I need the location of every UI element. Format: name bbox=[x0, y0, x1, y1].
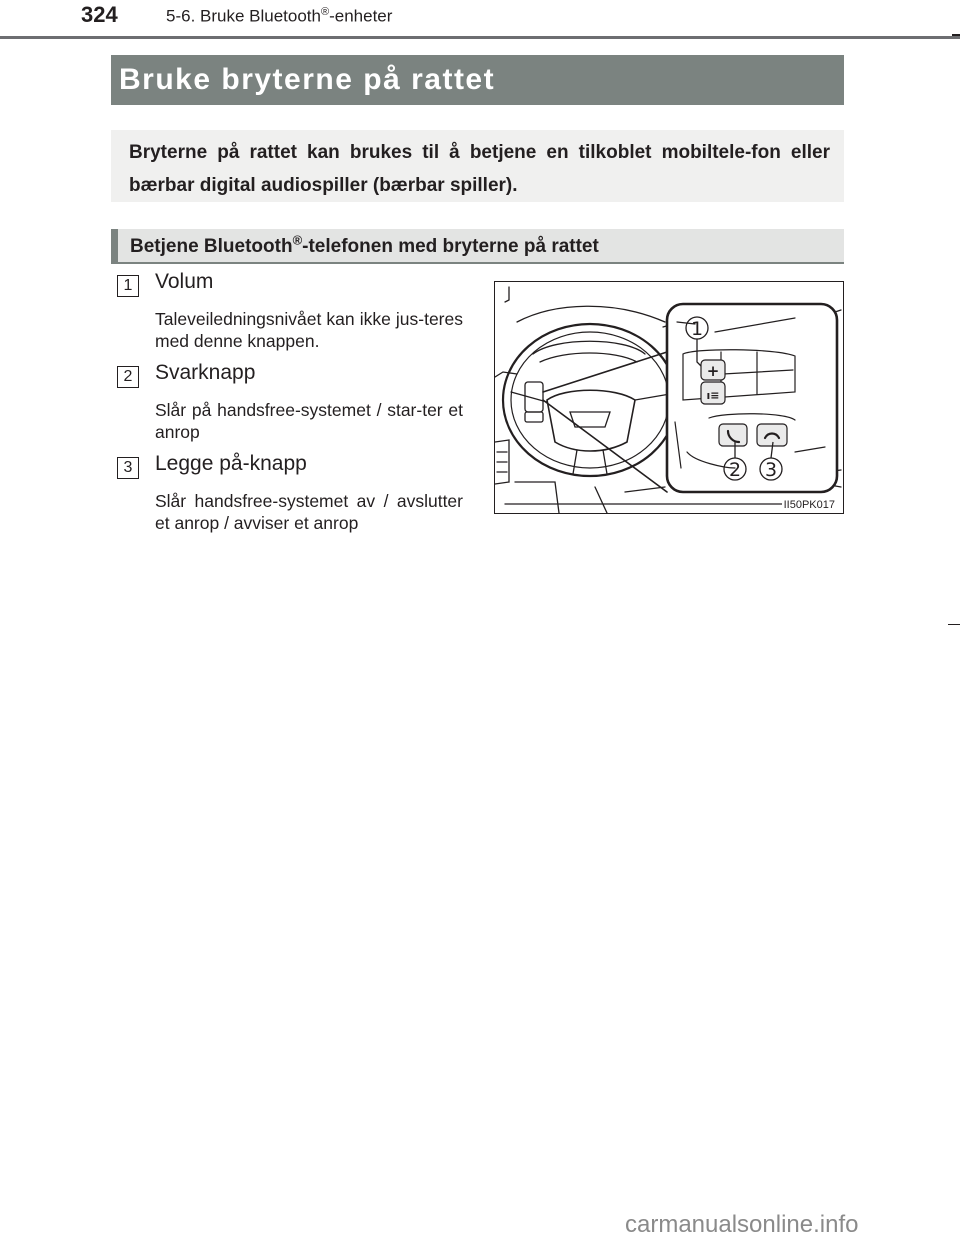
figure-code: II50PK017 bbox=[783, 499, 835, 511]
steering-wheel-drawing bbox=[495, 282, 843, 513]
page-title: Bruke bryterne på rattet bbox=[111, 55, 844, 105]
callout-number-1: 1 bbox=[690, 318, 704, 340]
watermark: carmanualsonline.info bbox=[625, 1211, 859, 1238]
item-label: Svarknapp bbox=[155, 361, 256, 384]
plus-icon: + bbox=[706, 362, 720, 380]
item-number-badge: 2 bbox=[117, 366, 139, 388]
running-head bbox=[166, 6, 392, 27]
item-label: Legge på-knapp bbox=[155, 452, 307, 475]
intro-box: Bryterne på rattet kan brukes til å betjene en tilkoblet mobiltele-fon eller bærbar digital audiospiller (bærbar spiller). bbox=[111, 130, 844, 202]
edge-mark bbox=[952, 34, 960, 36]
callout-number-3: 3 bbox=[764, 459, 778, 481]
item-description: Slår handsfree-systemet av / avslutter et anrop / avviser et anrop bbox=[155, 491, 463, 533]
voice-icon: ı≡ bbox=[706, 389, 720, 402]
edge-mark bbox=[948, 624, 960, 625]
header-rule bbox=[0, 36, 960, 39]
item-number-badge: 1 bbox=[117, 275, 139, 297]
item-description: Slår på handsfree-systemet / star-ter et anrop bbox=[155, 400, 463, 442]
running-head-text: 5-6. Bruke Bluetooth bbox=[166, 6, 321, 26]
section-title-prefix: Betjene Bluetooth bbox=[130, 236, 293, 257]
steering-wheel-illustration bbox=[494, 281, 844, 514]
section-heading bbox=[111, 229, 844, 264]
registered-mark: ® bbox=[320, 6, 330, 18]
page-number: 324 bbox=[81, 2, 118, 27]
item-description: Taleveiledningsnivået kan ikke jus-teres med denne knappen. bbox=[155, 309, 463, 351]
item-label: Volum bbox=[155, 270, 214, 293]
item-number-badge: 3 bbox=[117, 457, 139, 479]
running-head-suffix: -enheter bbox=[329, 6, 393, 26]
section-title-suffix: -telefonen med bryterne på rattet bbox=[302, 236, 599, 257]
callout-number-2: 2 bbox=[728, 459, 742, 481]
registered-mark: ® bbox=[292, 232, 303, 248]
